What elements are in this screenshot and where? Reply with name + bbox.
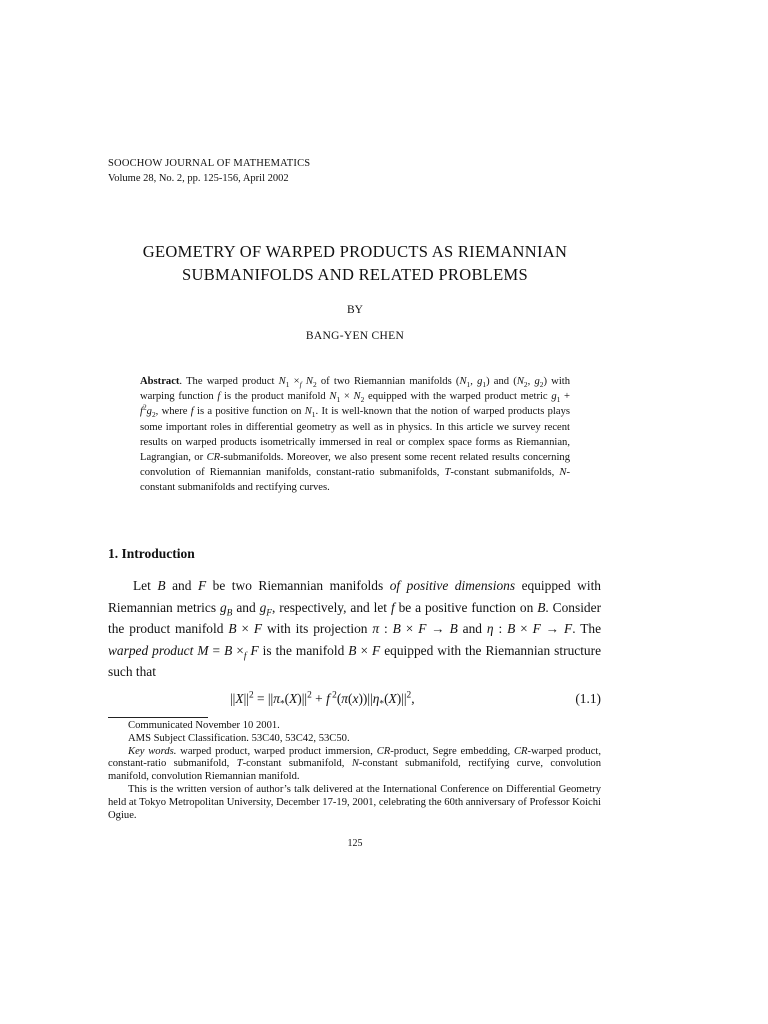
equation-number: (1.1) xyxy=(575,691,601,706)
abstract-text: is the product manifold xyxy=(220,391,330,403)
abstract-text: . It is well-known that the notion of warped products plays some important roles in differential geometry as well as in physics. In this article we survey recent results on warped products isometrically immersed in real or complex space forms as Riemannian, Lagrangian, or xyxy=(140,406,570,464)
footnotes xyxy=(108,720,601,822)
equation-formula: $||X||^2 = ||\pi_*(X)||^2 + f$ $^2(\pi(x))||\eta_*(X)||^2$, xyxy=(230,690,415,710)
abstract-text: of two Riemannian manifolds xyxy=(316,376,456,387)
footnote-communicated: Communicated November 10 2001. xyxy=(128,720,280,731)
abstract-text: -constant submanifolds and rectifying curves. xyxy=(140,467,570,494)
journal-header xyxy=(108,156,310,186)
abstract-text: and xyxy=(489,376,514,387)
abstract-text: with warping function xyxy=(140,376,571,403)
by-line: BY xyxy=(347,304,363,316)
footnote-talk: This is the written version of author’s talk delivered at the International Conference on Differential Geometry held at Tokyo Metropolitan University, December 17-19, 2001, celebrating the 60th anniversary of Professor Koichi Ogiue. xyxy=(108,783,601,821)
journal-name: SOOCHOW JOURNAL OF MATHEMATICS xyxy=(108,158,311,169)
abstract: Abstract. The warped product $N_1 \times_f$ $N_2$ of two Riemannian manifolds ($N_1$, $g_1$) and ($N_2$, $g_2$) with warping function f is the product manifold $N_1 \times N_2$ equipped with the warped product metric $g_1 + f^2g_2$, where f is a positive function on $N_1$. It is well-known that the notion of warped products plays some important roles in differential geometry as well as in physics. In this article we survey recent results on warped products isometrically immersed in real or complex space forms as Riemannian, Lagrangian, or CR-submanifolds. Moreover, we also present some recent related results concerning convolution of Riemannian manifolds, constant-ratio submanifolds, T-constant submanifolds, N-constant submanifolds and rectifying curves. xyxy=(140,376,571,494)
introduction-body xyxy=(108,575,601,683)
page-number: 125 xyxy=(347,838,363,849)
section-heading: 1. Introduction xyxy=(108,546,195,561)
intro-paragraph: Let B and F be two Riemannian manifolds of positive dimensions equipped with Riemannian metrics $g_B$ and $g_F$, respectively, and let f be a positive function on B. Consider the product manifold B × F with its projection π : B × F → B and η : B × F → F. The warped product $M = B \times_f$ F is the manifold B × F equipped with the Riemannian structure such that xyxy=(108,578,602,679)
abstract-text: -submanifolds. Moreover, we also present some recent related results concerning convolution of Riemannian manifolds, constant-ratio submanifolds, xyxy=(140,452,570,479)
paper-title xyxy=(90,240,620,286)
title-line-1: GEOMETRY OF WARPED PRODUCTS AS RIEMANNIAN xyxy=(142,242,568,261)
author-name: BANG-YEN CHEN xyxy=(305,330,405,342)
abstract-text: is a positive function on xyxy=(193,406,305,418)
equation-1-1 xyxy=(108,691,601,713)
abstract-text: . The warped product xyxy=(179,376,279,387)
title-line-2: SUBMANIFOLDS AND RELATED PROBLEMS xyxy=(182,265,528,284)
abstract-label: Abstract xyxy=(140,376,180,387)
footnote-rule xyxy=(108,717,208,718)
abstract-text: -constant submanifolds, xyxy=(450,467,560,479)
abstract-text: , where xyxy=(155,406,191,418)
footnote-keywords: Key words. warped product, warped product immersion, CR-product, Segre embedding, CR-warped product, constant-ratio submanifold, T-constant submanifold, N-constant submanifold, rectifying curve, convolution manifold, convolution Riemannian manifold. xyxy=(108,745,601,783)
journal-volume: Volume 28, No. 2, pp. 125-156, April 2002 xyxy=(108,173,289,184)
abstract-text: equipped with the warped product metric xyxy=(364,391,552,403)
footnote-ams: AMS Subject Classification. 53C40, 53C42, 53C50. xyxy=(128,732,350,744)
